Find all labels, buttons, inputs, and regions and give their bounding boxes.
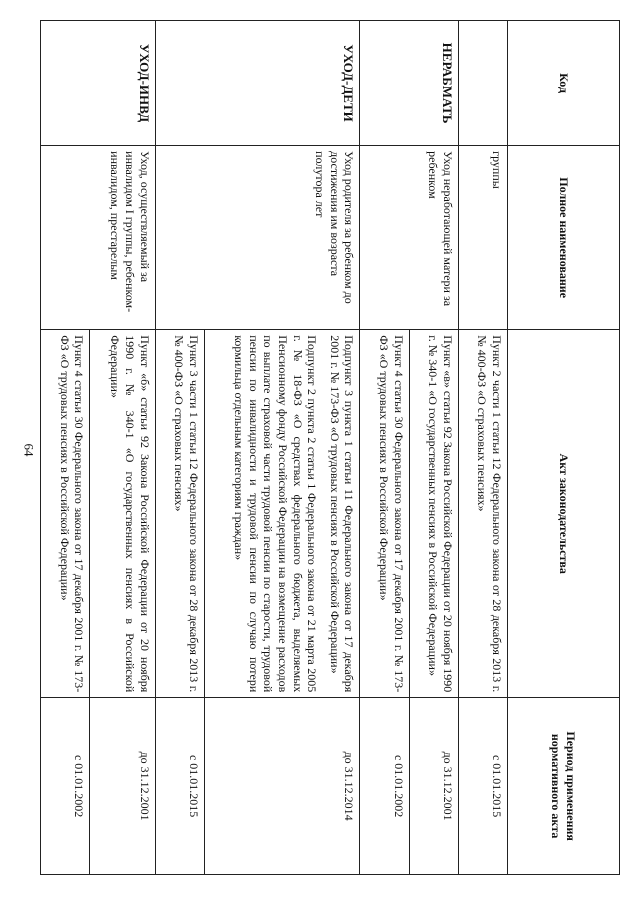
row-period: до 31.12.2001 [409,698,458,875]
act-paragraph: Пункт 4 статьи 30 Федерального закона от 17 декабря 2001 г. № 173-ФЗ «О трудовых пенсиях в Российской Федерации» [377,335,406,693]
table-row [458,21,507,875]
row-period: с 01.01.2002 [41,698,90,875]
row-code: УХОД-ДЕТИ [155,21,360,146]
row-period: с 01.01.2002 [360,698,409,875]
legislation-table [40,20,620,875]
header-act: Акт законодательства [508,330,620,698]
row-act [409,330,458,698]
header-period: Период применения нормативного акта [508,698,620,875]
header-row [508,21,620,875]
row-period: до 31.12.2014 [204,698,360,875]
act-paragraph: Пункт 4 статьи 30 Федерального закона от 17 декабря 2001 г. № 173-ФЗ «О трудовых пенсиях в Российской Федерации» [57,335,87,693]
page-number: 64 [21,443,37,457]
row-act [360,330,409,698]
row-full-name: Уход неработающей матери за ребенком [360,146,458,330]
row-code: НЕРАБМАТЬ [360,21,458,146]
table-row [90,21,155,875]
row-full-name: Уход, осуществляемый за инвалидом I группы, ребенком-инвалидом, престарелым [41,146,156,330]
act-paragraph: Подпункт 2 пункта 2 статьи 1 Федерального закона от 21 марта 2005 г. № 18-ФЗ «О средствах федерального бюджета, выделяемых Пенсионному фонду Российской Федерации на возмещение расходов по выплате страховой части трудовой пенсии по старости, трудовой пенсии по инвалидности и трудовой пенсии по случаю потери кормильца отдельным категориям граждан» [232,335,320,693]
row-code [458,21,507,146]
header-code: Код [508,21,620,146]
table-body [41,21,508,875]
act-paragraph: Пункт «в» статьи 92 Закона Российской Федерации от 20 ноября 1990 г. № 340-1 «О государственных пенсиях в Российской Федерации» [426,335,455,693]
row-full-name: группы [458,146,507,330]
row-period: с 01.01.2015 [155,698,204,875]
row-code: УХОД-ИНВД [41,21,156,146]
table-row [204,21,360,875]
row-act [458,330,507,698]
table-row [409,21,458,875]
act-paragraph: Пункт 2 части 1 статьи 12 Федерального закона от 28 декабря 2013 г. № 400-ФЗ «О страховых пенсиях» [475,335,504,693]
header-full-name: Полное наименование [508,146,620,330]
act-paragraph: Подпункт 3 пункта 1 статьи 11 Федерального закона от 17 декабря 2001 г. № 173-ФЗ «О трудовых пенсиях в Российской Федерации» [327,335,357,693]
row-act [90,330,155,698]
row-act [41,330,90,698]
row-act [204,330,360,698]
act-paragraph: Пункт 3 части 1 статьи 12 Федерального закона от 28 декабря 2013 г. № 400-ФЗ «О страховых пенсиях» [172,335,201,693]
row-full-name: Уход родителя за ребенком до достижения им возраста полутора лет [155,146,360,330]
row-act [155,330,204,698]
row-period: с 01.01.2015 [458,698,507,875]
act-paragraph: Пункт «б» статьи 92 Закона Российской Федерации от 20 ноября 1990 г. № 340-1 «О государственных пенсиях в Российской Федерации» [108,335,152,693]
row-period: до 31.12.2001 [90,698,155,875]
rotated-page [40,20,620,875]
